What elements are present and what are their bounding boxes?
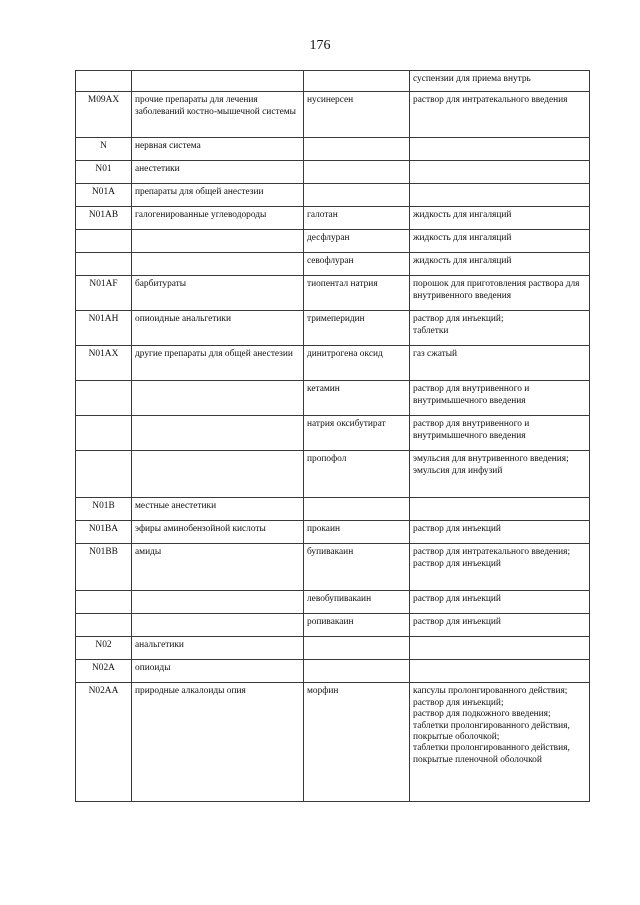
atc-code-cell: [76, 451, 132, 498]
anatomical-group-cell: [132, 381, 304, 416]
dosage-form-line: таблетки: [413, 325, 449, 336]
dosage-form-cell: [410, 230, 590, 253]
anatomical-group-cell: эфиры аминобензойной кислоты: [132, 521, 304, 544]
atc-code-cell: [76, 381, 132, 416]
drug-name-cell: [304, 184, 410, 207]
atc-code-cell: N: [76, 138, 132, 161]
dosage-form-cell: [410, 451, 590, 498]
drug-name-cell: [304, 71, 410, 92]
dosage-form-line: жидкость для ингаляций: [413, 256, 512, 267]
atc-code-cell: [76, 71, 132, 92]
atc-code-cell: N02A: [76, 660, 132, 683]
drug-name-cell: [304, 660, 410, 683]
dosage-form-line: суспензии для приема внутрь: [413, 74, 531, 84]
dosage-form-line: раствор для интратекального введения: [413, 95, 568, 106]
atc-code-cell: N01AB: [76, 207, 132, 230]
dosage-form-cell: [410, 591, 590, 614]
table-row: [76, 637, 590, 660]
dosage-form-line: газ сжатый: [413, 349, 458, 360]
table-row: [76, 346, 590, 381]
dosage-form-line: жидкость для ингаляций: [413, 210, 512, 221]
table-row: [76, 544, 590, 591]
dosage-form-line: раствор для инъекций: [413, 594, 501, 605]
drug-name-cell: натрия оксибутират: [304, 416, 410, 451]
table-row: [76, 614, 590, 637]
drug-name-cell: левобупивакаин: [304, 591, 410, 614]
atc-code-cell: N01: [76, 161, 132, 184]
table-row: [76, 416, 590, 451]
anatomical-group-cell: барбитураты: [132, 276, 304, 311]
table-row: [76, 207, 590, 230]
table-row: [76, 498, 590, 521]
dosage-form-cell: [410, 161, 590, 184]
dosage-form-line: эмульсия для внутривенного введения;: [413, 454, 569, 465]
table-row: [76, 230, 590, 253]
drug-name-cell: [304, 637, 410, 660]
atc-code-cell: N01B: [76, 498, 132, 521]
anatomical-group-cell: анальгетики: [132, 637, 304, 660]
drug-name-cell: [304, 161, 410, 184]
anatomical-group-cell: прочие препараты для лечения заболеваний костно-мышечной системы: [132, 92, 304, 138]
atc-code-cell: N01AX: [76, 346, 132, 381]
atc-code-cell: [76, 591, 132, 614]
anatomical-group-cell: амиды: [132, 544, 304, 591]
atc-code-cell: [76, 416, 132, 451]
anatomical-group-cell: опиоидные анальгетики: [132, 311, 304, 346]
dosage-form-cell: [410, 544, 590, 591]
anatomical-group-cell: другие препараты для общей анестезии: [132, 346, 304, 381]
dosage-form-line: раствор для инъекций: [413, 558, 501, 569]
anatomical-group-cell: галогенированные углеводороды: [132, 207, 304, 230]
table-row: [76, 451, 590, 498]
atc-code-cell: [76, 253, 132, 276]
dosage-form-line: раствор для инъекций: [413, 524, 501, 535]
dosage-form-cell: [410, 381, 590, 416]
dosage-form-cell: [410, 92, 590, 138]
drug-name-cell: пропофол: [304, 451, 410, 498]
drug-name-cell: [304, 138, 410, 161]
anatomical-group-cell: опиоиды: [132, 660, 304, 683]
drug-name-cell: [304, 498, 410, 521]
table-row: [76, 381, 590, 416]
anatomical-group-cell: анестетики: [132, 161, 304, 184]
drug-name-cell: тиопентал натрия: [304, 276, 410, 311]
anatomical-group-cell: [132, 71, 304, 92]
dosage-form-cell: [410, 498, 590, 521]
table-row: [76, 92, 590, 138]
drug-name-cell: нусинерсен: [304, 92, 410, 138]
drug-name-cell: десфлуран: [304, 230, 410, 253]
atc-code-cell: N02AA: [76, 683, 132, 802]
drug-name-cell: севофлуран: [304, 253, 410, 276]
drug-name-cell: кетамин: [304, 381, 410, 416]
anatomical-group-cell: [132, 591, 304, 614]
table-body: [76, 71, 590, 802]
anatomical-group-cell: [132, 253, 304, 276]
anatomical-group-cell: природные алкалоиды опия: [132, 683, 304, 802]
dosage-form-cell: [410, 71, 590, 92]
dosage-form-line: раствор для внутривенного и внутримышечного введения: [413, 384, 530, 406]
atc-code-cell: N01BA: [76, 521, 132, 544]
table-row: [76, 138, 590, 161]
dosage-form-cell: [410, 346, 590, 381]
table-row: [76, 521, 590, 544]
drug-name-cell: динитрогена оксид: [304, 346, 410, 381]
dosage-form-cell: [410, 521, 590, 544]
dosage-form-line: раствор для интратекального введения;: [413, 547, 571, 558]
atc-code-cell: N01AF: [76, 276, 132, 311]
atc-code-cell: [76, 230, 132, 253]
table-row: [76, 660, 590, 683]
dosage-form-line: раствор для инъекций: [413, 617, 501, 628]
dosage-form-cell: [410, 614, 590, 637]
anatomical-group-cell: [132, 416, 304, 451]
dosage-form-line: раствор для подкожного введения;: [413, 709, 551, 720]
dosage-form-line: эмульсия для инфузий: [413, 465, 503, 476]
dosage-form-cell: [410, 660, 590, 683]
dosage-form-line: капсулы пролонгированного действия;: [413, 686, 568, 697]
page-number: 176: [309, 38, 331, 53]
atc-code-cell: N02: [76, 637, 132, 660]
dosage-form-cell: [410, 311, 590, 346]
dosage-form-line: таблетки пролонгированного действия, покрытые пленочной оболочкой: [413, 743, 570, 765]
table-row: [76, 161, 590, 184]
atc-code-cell: N01BB: [76, 544, 132, 591]
dosage-form-cell: [410, 184, 590, 207]
anatomical-group-cell: местные анестетики: [132, 498, 304, 521]
dosage-form-cell: [410, 416, 590, 451]
dosage-form-cell: [410, 683, 590, 802]
anatomical-group-cell: [132, 451, 304, 498]
dosage-form-cell: [410, 253, 590, 276]
atc-code-cell: M09AX: [76, 92, 132, 138]
dosage-form-cell: [410, 637, 590, 660]
anatomical-group-cell: [132, 230, 304, 253]
atc-code-cell: [76, 614, 132, 637]
table-row: [76, 184, 590, 207]
drug-name-cell: прокаин: [304, 521, 410, 544]
drug-name-cell: ропивакаин: [304, 614, 410, 637]
table-row: [76, 591, 590, 614]
drug-name-cell: морфин: [304, 683, 410, 802]
dosage-form-cell: [410, 276, 590, 311]
table-row: [76, 253, 590, 276]
atc-code-cell: N01AH: [76, 311, 132, 346]
anatomical-group-cell: препараты для общей анестезии: [132, 184, 304, 207]
drug-table: [75, 70, 590, 802]
dosage-form-line: раствор для внутривенного и внутримышечного введения: [413, 419, 530, 441]
drug-name-cell: галотан: [304, 207, 410, 230]
dosage-form-line: порошок для приготовления раствора для внутривенного введения: [413, 279, 580, 301]
table-row: [76, 71, 590, 92]
table-row: [76, 276, 590, 311]
dosage-form-cell: [410, 138, 590, 161]
dosage-form-cell: [410, 207, 590, 230]
drug-name-cell: бупивакаин: [304, 544, 410, 591]
dosage-form-line: жидкость для ингаляций: [413, 233, 512, 244]
dosage-form-line: раствор для инъекций;: [413, 314, 504, 325]
anatomical-group-cell: [132, 614, 304, 637]
dosage-form-line: раствор для инъекций;: [413, 697, 504, 708]
table-row: [76, 683, 590, 802]
drug-name-cell: тримеперидин: [304, 311, 410, 346]
atc-code-cell: N01A: [76, 184, 132, 207]
table-row: [76, 311, 590, 346]
dosage-form-line: таблетки пролонгированного действия, покрытые оболочкой;: [413, 720, 570, 743]
anatomical-group-cell: нервная система: [132, 138, 304, 161]
